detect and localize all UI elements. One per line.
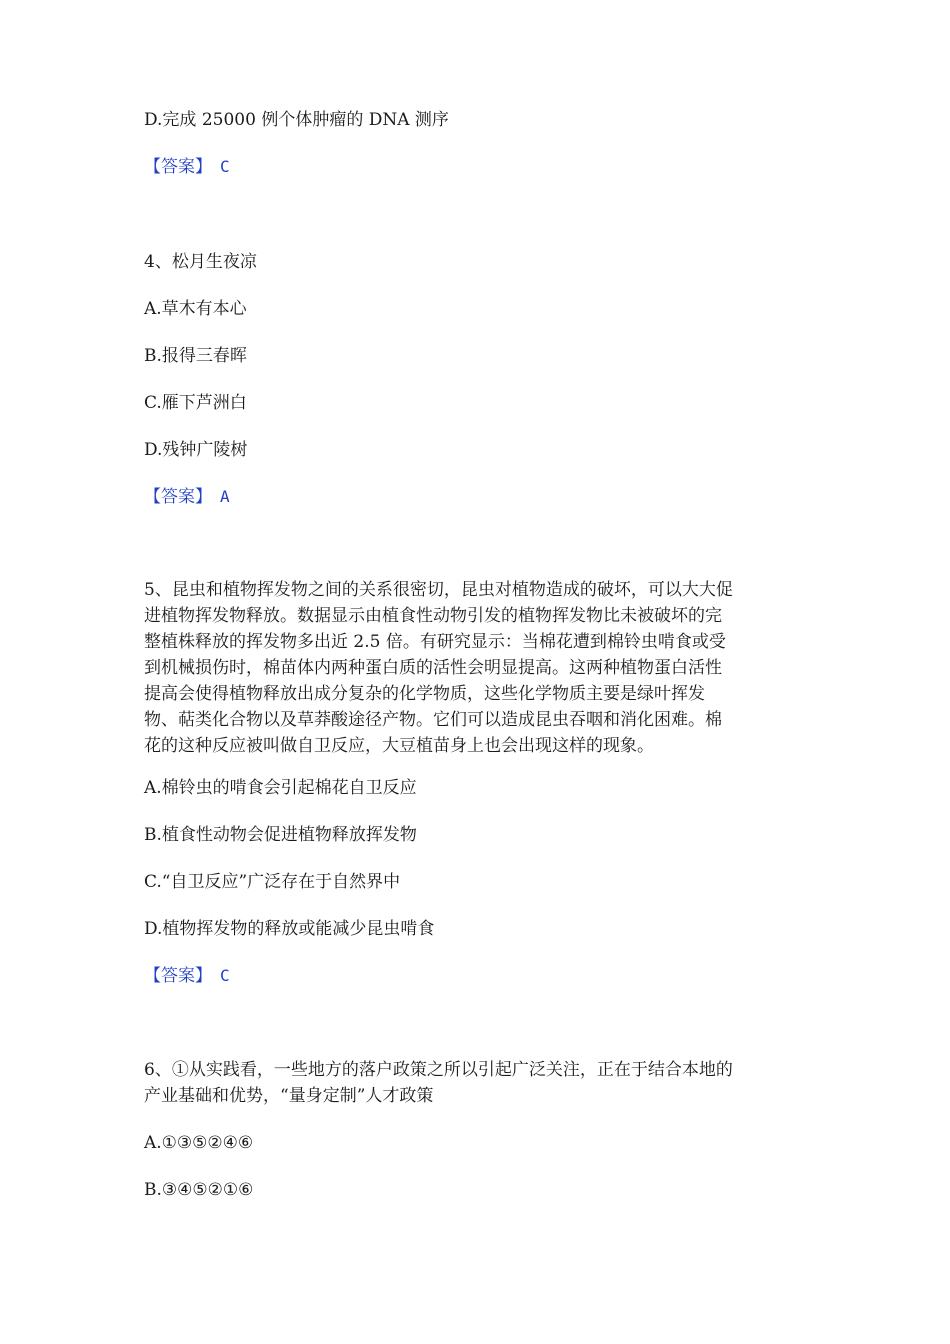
q5-answer-value: C — [220, 966, 230, 985]
q6-stem-line: 6、①从实践看，一些地方的落户政策之所以引起广泛关注，正在于结合本地的 — [144, 1060, 733, 1080]
q4-answer-value: A — [220, 487, 230, 506]
q6-stem-line: 产业基础和优势，“量身定制”人才政策 — [144, 1086, 434, 1106]
q4-option-c: C.雁下芦洲白 — [144, 393, 247, 413]
q6-option-b: B.③④⑤②①⑥ — [144, 1180, 254, 1200]
q5-answer — [144, 964, 230, 988]
q4-answer-label: 【答案】 — [144, 487, 212, 507]
q3-answer — [144, 155, 230, 179]
q5-stem-line: 花的这种反应被叫做自卫反应，大豆植苗身上也会出现这样的现象。 — [144, 736, 654, 756]
q5-stem-line: 进植物挥发物释放。数据显示由植食性动物引发的植物挥发物比未被破坏的完 — [144, 606, 722, 626]
q5-stem-line: 5、昆虫和植物挥发物之间的关系很密切，昆虫对植物造成的破坏，可以大大促 — [144, 580, 733, 600]
q5-stem-line: 物、萜类化合物以及草莽酸途径产物。它们可以造成昆虫吞咽和消化困难。棉 — [144, 710, 722, 730]
q5-answer-label: 【答案】 — [144, 966, 212, 986]
q4-option-b: B.报得三春晖 — [144, 346, 247, 366]
q4-stem: 4、松月生夜凉 — [144, 252, 257, 272]
q5-stem-line: 整植株释放的挥发物多出近 2.5 倍。有研究显示：当棉花遭到棉铃虫啃食或受 — [144, 632, 726, 652]
q5-option-b: B.植食性动物会促进植物释放挥发物 — [144, 825, 417, 845]
q3-answer-value: C — [220, 157, 230, 176]
q3-answer-label: 【答案】 — [144, 157, 212, 177]
q4-answer — [144, 485, 230, 509]
q5-option-c: C.“自卫反应”广泛存在于自然界中 — [144, 872, 401, 892]
q4-option-d: D.残钟广陵树 — [144, 440, 248, 460]
q5-option-a: A.棉铃虫的啃食会引起棉花自卫反应 — [144, 778, 417, 798]
q5-option-d: D.植物挥发物的释放或能减少昆虫啃食 — [144, 919, 435, 939]
q5-stem-line: 提高会使得植物释放出成分复杂的化学物质，这些化学物质主要是绿叶挥发 — [144, 684, 705, 704]
q5-stem-line: 到机械损伤时，棉苗体内两种蛋白质的活性会明显提高。这两种植物蛋白活性 — [144, 658, 722, 678]
q6-option-a: A.①③⑤②④⑥ — [144, 1133, 254, 1153]
q3-option-d: D.完成 25000 例个体肿瘤的 DNA 测序 — [144, 110, 449, 130]
q4-option-a: A.草木有本心 — [144, 299, 247, 319]
